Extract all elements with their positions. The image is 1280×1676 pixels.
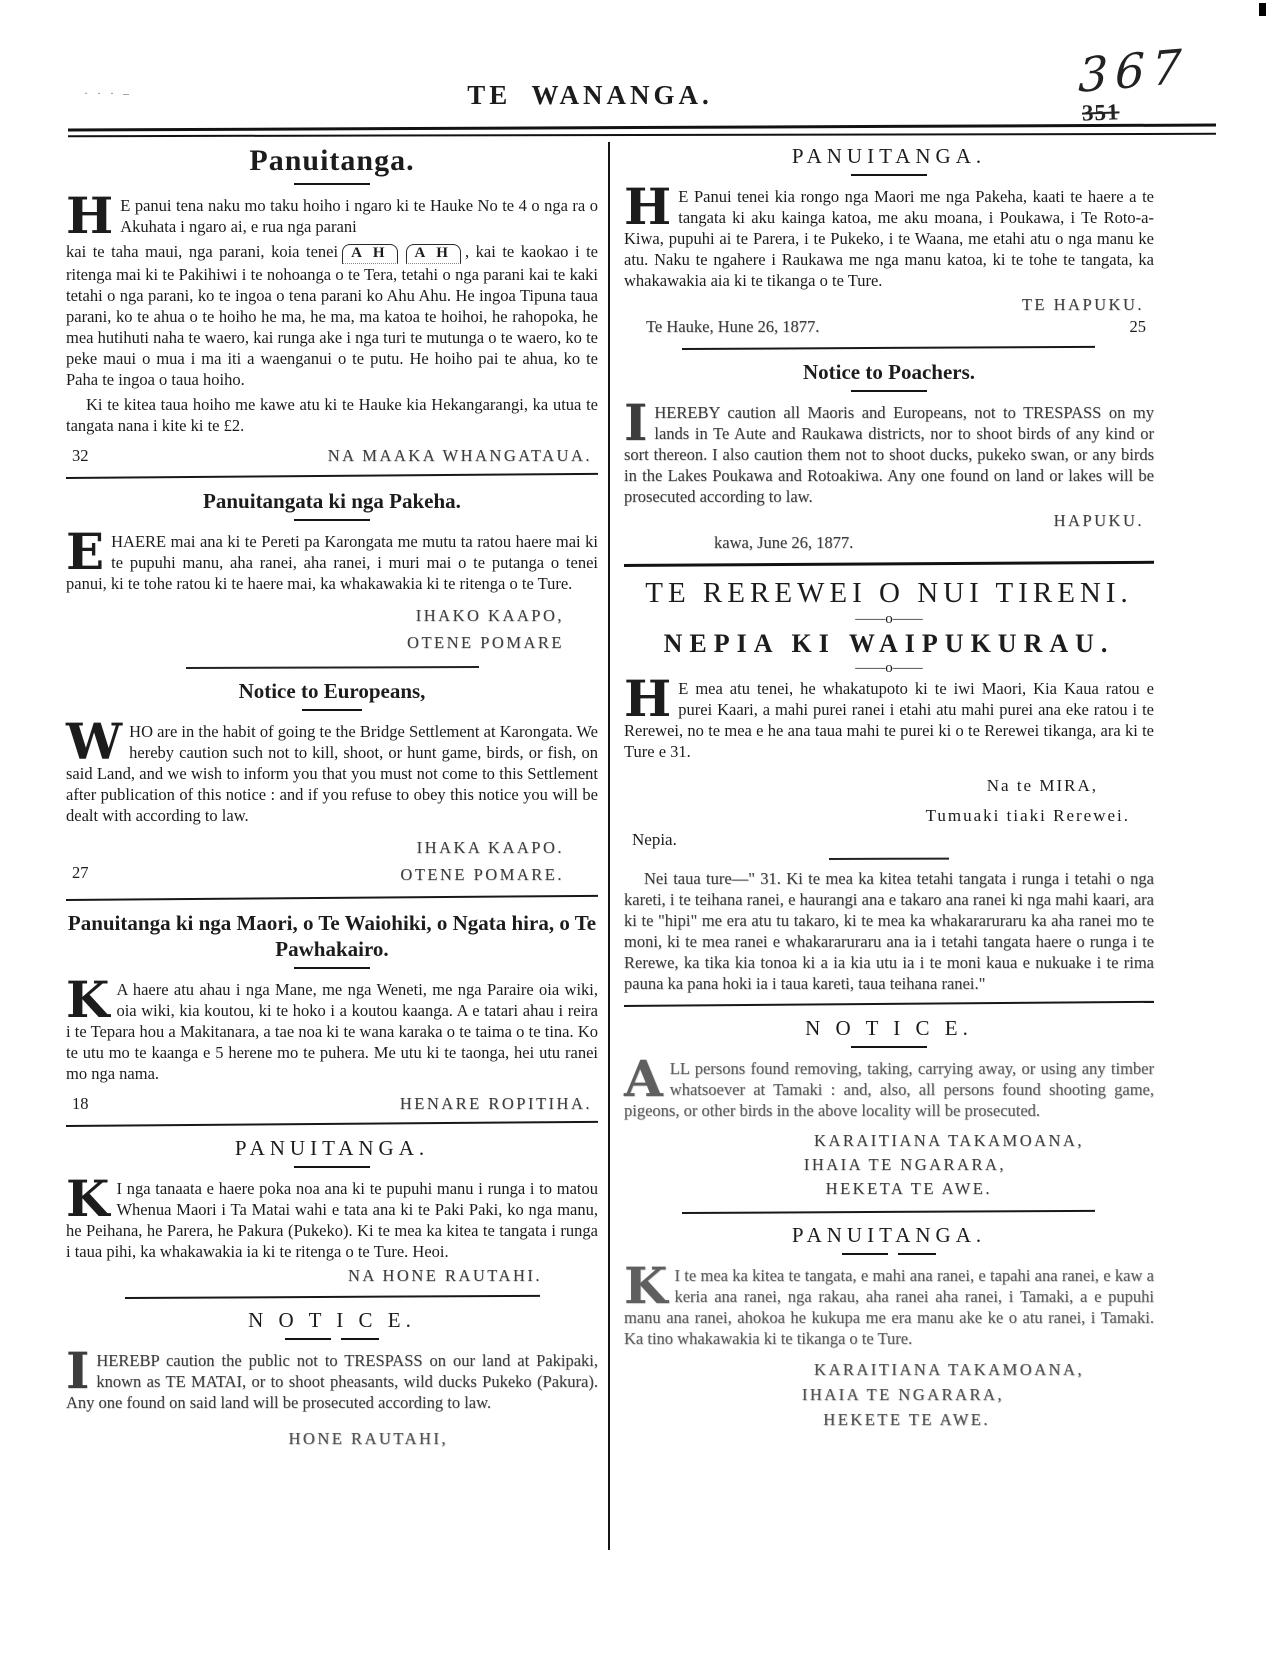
crossed-out-page-number: 351: [1081, 99, 1120, 126]
body-paragraph: [66, 241, 598, 390]
heading-rule: [302, 709, 362, 711]
signature: IHAKO KAAPO,: [415, 606, 564, 625]
signature: HEKETA TE AWE.: [825, 1179, 992, 1198]
ornament-divider: ——o——: [855, 660, 923, 676]
paragraph-text: I nga tanaata e haere poka noa ana ki te pupuhi manu i runga i to matou Whenua Maori i Ta Matai wahi e tata ana ki te Paki Paki, ko nga manu, he Peihana, he Parera, he Pakura (Pukeko). Ki te mea ka kitea te tangata i runga i taua pihi, ka whakawakia ia ki te ritenga o te Ture. Heoi.: [66, 1179, 598, 1261]
section-rule: [682, 346, 1095, 350]
section-rule: [66, 895, 598, 901]
section-rule: [624, 1001, 1154, 1007]
body-paragraph: [624, 1256, 1154, 1349]
section-rule: [682, 1210, 1095, 1214]
right-column: [624, 142, 1154, 1434]
body-paragraph: [66, 970, 598, 1084]
drop-cap: H: [624, 177, 672, 236]
horse-brand-mark: A H: [406, 244, 461, 264]
signature: Na te MIRA,: [986, 776, 1098, 795]
heading-rule: [294, 183, 370, 185]
section-heading: N O T I C E.: [248, 1308, 416, 1332]
railway-heading: TE REREWEI O NUI TIRENI.: [645, 577, 1133, 609]
paragraph-text: E Panui tenei kia rongo nga Maori me nga Pakeha, kaati te haere a te tangata ki aku kainga katoa, me aku moana, i Poukawa, i Te Roto-a-Kiwa, pupuhi ai te Parera, i te Pukeko, i te Waana, me etahi atu o nga manu ke atu. Naku te ngahere i Raukawa me nga manu katoa, ki te tohe te tangata, ka whakawakia aia ki te tikanga o te Ture.: [624, 187, 1154, 290]
heading-rule: [851, 1046, 927, 1048]
drop-cap: K: [66, 1169, 110, 1228]
section-rule: [66, 473, 598, 479]
notice-number: 18: [72, 1094, 89, 1113]
signature: OTENE POMARE.: [400, 865, 564, 884]
section-poachers-notice: [624, 359, 1154, 567]
drop-cap: E: [66, 522, 105, 581]
signature-stack: [624, 1357, 1154, 1432]
section-horse-notice: [66, 144, 598, 479]
body-paragraph: [624, 393, 1154, 507]
paragraph-text: E panui tena naku mo taku hoiho i ngaro ki te Hauke No te 4 o nga ra o Akuhata i ngaro ai, e rua nga parani: [120, 196, 598, 236]
law-paragraph: Nei taua ture—" 31. Ki te mea ka kitea tetahi tangata i runga i tetahi o nga kareti, i te teihana ranei, e haurangi ana e takaro ana ranei ki nga mahi kaari, ara ki te "hipi" me era atu tu takaro, ki te mea ka whakararuraru ka aha ranei mo te moni, ki te mea ranei e whakararuraru ana ia i tetahi tangata haere o runga i te Rerewe, ka tika kia tonoa ki a ia kia utu ia i te moni kaua e nukuake i te rima pauna ka pana hoki ia i taua kareti, taua teihana ranei.": [624, 869, 1154, 993]
paragraph-text: LL persons found removing, taking, carrying away, or using any timber whatsoever at Tamaki : and, also, all persons found shooting game, pigeons, or other birds in the above locality will be prosecuted.: [624, 1059, 1154, 1120]
signature-stack: [624, 1129, 1154, 1201]
paragraph-text: HO are in the habit of going te the Bridge Settlement at Karongata. We hereby caution such not to kill, shoot, or hunt game, birds, or fish, on said Land, and we wish to inform you that you must not come to this Settlement after publication of this notice : and if you refuse to obey this notice you will be dealt with according to law.: [66, 722, 598, 825]
drop-cap: K: [66, 970, 110, 1029]
section-heading: PANUITANGA.: [791, 1223, 987, 1247]
notice-number: 25: [1129, 317, 1146, 336]
drop-cap: I: [624, 393, 648, 452]
body-paragraph: [624, 669, 1154, 762]
signature: HAPUKU.: [1053, 511, 1144, 530]
section-rule: [829, 858, 949, 860]
drop-cap: H: [66, 186, 114, 245]
drop-cap: A: [624, 1049, 663, 1108]
paragraph-text: HEREBP caution the public not to TRESPASS on our land at Pakipaki, known as TE MATAI, or to shoot pheasants, wild ducks Pukeko (Pakura). Any one found on said land will be prosecuted according to law.: [66, 1351, 598, 1412]
body-paragraph: [66, 1341, 598, 1413]
signature: NA MAAKA WHANGATAUA.: [327, 446, 592, 465]
horse-brand-mark: A H: [342, 244, 397, 264]
margin-marks: · · · –: [84, 86, 132, 100]
section-timber-notice: [624, 1016, 1154, 1214]
masthead-rule-top: [68, 123, 1216, 131]
signature-role: Tumuaki tiaki Rerewei.: [925, 806, 1130, 825]
section-maori-notice: [66, 910, 598, 1127]
section-europeans-notice: [66, 678, 598, 901]
drop-cap: I: [66, 1341, 90, 1400]
paragraph-text: HEREBY caution all Maoris and Europeans, not to TRESPASS on my lands in Te Aute and Raukawa districts, nor to shoot birds of any kind or sort thereon. I also caution them not to shoot ducks, pukeko swan, or any birds in the Lakes Poukawa and Rotoakiwa. Any one found on land or lakes will be prosecuted according to law.: [624, 403, 1154, 506]
signature: HONE RAUTAHI,: [288, 1429, 448, 1448]
signature: KARAITIANA TAKAMOANA,: [814, 1131, 1084, 1150]
paragraph-text: kai te taha maui, nga parani, koia tenei: [66, 242, 339, 261]
body-paragraph: [66, 186, 598, 245]
section-trespass-notice: [66, 1308, 598, 1449]
paragraph-text: A haere atu ahau i nga Mane, me nga Weneti, me nga Paraire oia wiki, oia wiki, kia koutou, ki te hoko i a koutou kaanga. A e tatari ahau i reira i te Tepara hou a Makitanara, a tae noa ki te wana karaka o te taima o te tina. Ko te utu mo te kaanga e 5 herene mo te puhera. Me utu ki te taonga, hei utu ranei mo nga nama.: [66, 980, 598, 1083]
signature: NA HONE RAUTAHI.: [347, 1266, 542, 1285]
section-tamaki-panuitanga: [624, 1223, 1154, 1432]
heading-rule: [624, 1253, 1154, 1255]
paragraph-text: E mea atu tenei, he whakatupoto ki te iwi Maori, Kia Kaua ratou e purei Kaari, a mahi purei ranei i etahi atu mahi purei ana eke ratou i te Rerewei, no te mea e he ana taua mahi te purei ki o te Rerewei tikanga, ara ki te Ture e 31.: [624, 679, 1154, 761]
section-heading: Notice to Poachers.: [802, 360, 976, 384]
dateline: Te Hauke, Hune 26, 1877.: [646, 317, 820, 336]
body-paragraph: [624, 1049, 1154, 1121]
heading-rule: [294, 967, 370, 969]
dateline: kawa, June 26, 1877.: [714, 533, 854, 552]
heading-rule: [851, 174, 927, 176]
drop-cap: W: [66, 712, 123, 771]
masthead-title: TE WANANGA.: [467, 80, 713, 110]
section-heading: Panuitangata ki nga Pakeha.: [203, 489, 461, 513]
signature: HENARE ROPITIHA.: [399, 1094, 592, 1113]
signature: KARAITIANA TAKAMOANA,: [814, 1360, 1084, 1379]
masthead-rule-bottom: [68, 133, 1216, 137]
body-paragraph: [66, 712, 598, 826]
signature: OTENE POMARE: [407, 633, 564, 652]
left-column: [66, 142, 598, 1449]
notice-number: 27: [72, 863, 89, 882]
place-line: Nepia.: [632, 830, 677, 849]
section-shooting-notice: [66, 1136, 598, 1299]
signature: IHAIA TE NGARARA,: [803, 1155, 1006, 1174]
body-paragraph: [66, 522, 598, 594]
notice-number: 32: [72, 446, 89, 465]
signature-row: [66, 446, 598, 466]
body-paragraph: [66, 1169, 598, 1262]
handwritten-page-number: 367: [1077, 39, 1189, 104]
dateline-row: [624, 315, 1154, 337]
section-rule: [186, 666, 479, 669]
body-paragraph: [624, 177, 1154, 291]
section-heading: Panuitanga ki nga Maori, o Te Waiohiki, o Ngata hira, o Te Pawhakairo.: [67, 911, 597, 961]
section-heading: N O T I C E.: [805, 1016, 973, 1040]
section-rule: [66, 1121, 598, 1127]
section-heading: Notice to Europeans,: [238, 679, 426, 703]
signature-row: [66, 1094, 598, 1114]
signature: HEKETE TE AWE.: [823, 1410, 990, 1429]
ink-speck: [1259, 3, 1266, 16]
ornament-divider: ——o——: [855, 611, 923, 627]
section-hapuku-panuitanga: [624, 144, 1154, 350]
section-heading: PANUITANGA.: [791, 144, 987, 168]
paragraph-text: , kai te kaokao i te ritenga mai ki te Pakihiwi i te nohoanga o te Tera, tetahi o nga parani kai te kaki tetahi o nga parani, ko te ingoa o tena parani ko Ahu Ahu. He ingoa Tipuna taua parani, ko te ahua o te hoiho he ma, he ma, ma katoa te hoihoi, he rahopoka, he mea hutihuti naha te waero, kai runga ake i nga turi te mutunga o te waero, ko te peke maui o mua i ma iti a waenganui o te putu. He hoiho pai te ahua, ko te Paha te ingoa o taua hoiho.: [66, 242, 598, 389]
signature: IHAIA TE NGARARA,: [801, 1385, 1004, 1404]
section-railway-notice: [624, 577, 1154, 1007]
section-heading: Panuitanga.: [249, 144, 415, 177]
signature-stack: [66, 602, 598, 656]
heading-rule: [294, 1166, 370, 1168]
signature: IHAKA KAAPO.: [416, 838, 564, 857]
heading-rule: [851, 390, 927, 392]
section-rule: [624, 561, 1154, 567]
heading-rule: [66, 1338, 598, 1340]
body-paragraph: Ki te kitea taua hoiho me kawe atu ki te Hauke kia Hekangarangi, ka utua te tangata nana i kite ki te £2.: [66, 395, 598, 435]
drop-cap: H: [624, 669, 672, 728]
section-rule: [125, 1295, 540, 1299]
paragraph-text: I te mea ka kitea te tangata, e mahi ana ranei, e tapahi ana ranei, e kaw a keria ana ranei, nga rakau, aha ranei aha ranei, i Tamaki, a e pupuhi manu ana ranei, ahokoa he kukupa me era manu ake ke o atu ranei, i Tamaki. Ka tino whakawakia ki te tikanga o te Ture.: [624, 1266, 1154, 1348]
drop-cap: K: [624, 1256, 668, 1315]
paragraph-text: HAERE mai ana ki te Pereti pa Karongata me mutu ta ratou haere mai ki te pupuhi manu, aha ranei, aha ranei, i muri mai o te putanga o tenei panui, ki te tohe ratou ki te haere mai, ka whakawakia ki te ritenga o te Ture.: [66, 532, 598, 593]
heading-rule: [294, 519, 370, 521]
signature-stack: [66, 834, 598, 888]
railway-subheading: NEPIA KI WAIPUKURAU.: [663, 629, 1115, 658]
column-divider-rule: [608, 142, 610, 1550]
section-heading: PANUITANGA.: [234, 1136, 430, 1160]
signature: TE HAPUKU.: [1021, 295, 1144, 314]
section-pakeha-notice: [66, 488, 598, 669]
